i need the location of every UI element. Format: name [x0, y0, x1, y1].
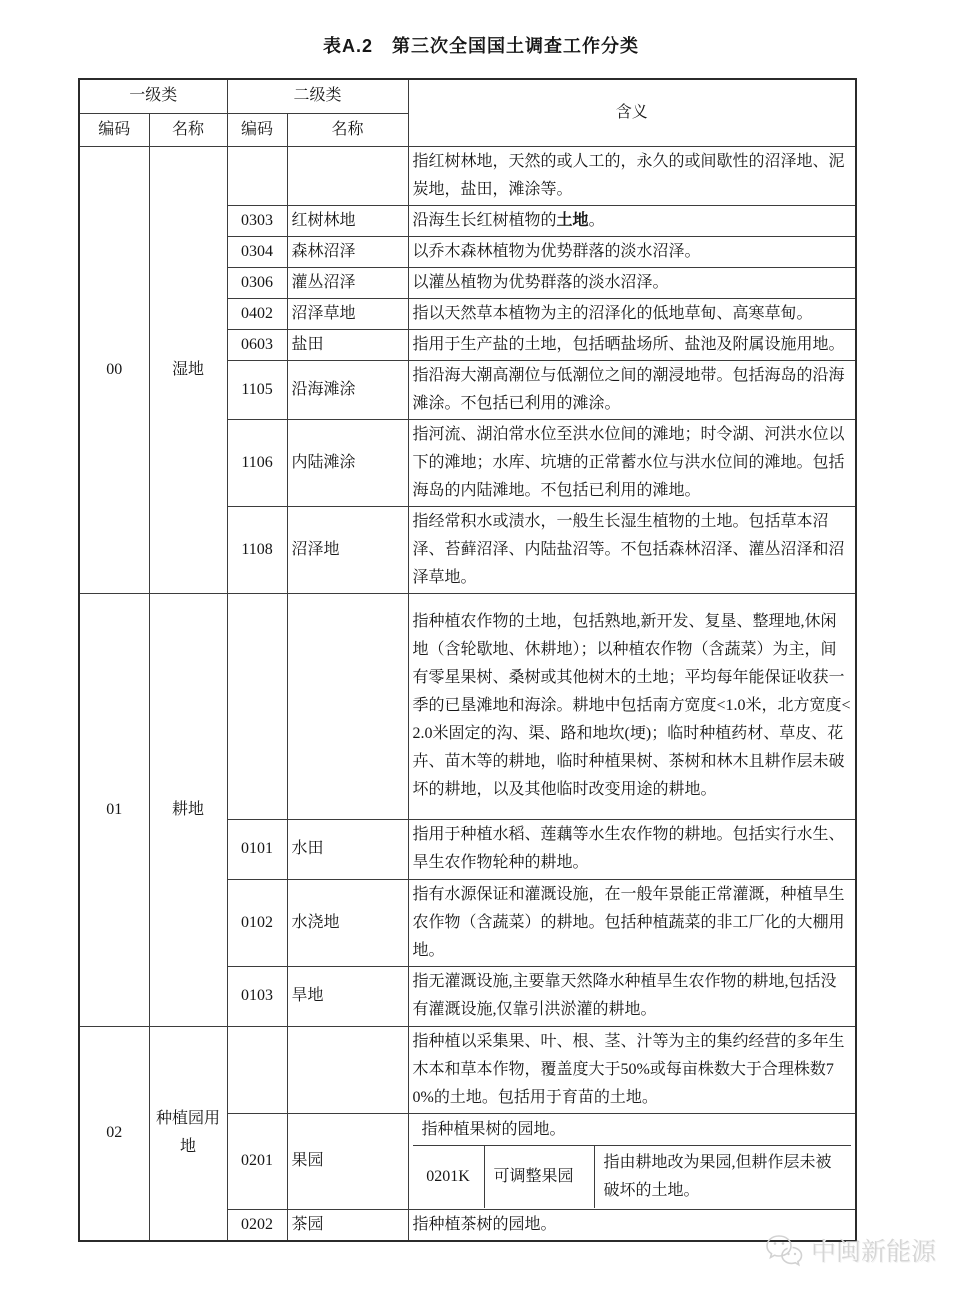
level2-name-cell-empty — [287, 593, 408, 819]
level2-definition: 以灌丛植物为优势群落的淡水沼泽。 — [408, 267, 856, 298]
level2-definition: 指河流、湖泊常水位至洪水位间的滩地；时令湖、河洪水位以下的滩地；水库、坑塘的正常蓄水位与洪水位间的滩地。包括海岛的内陆滩地。不包括已利用的滩地。 — [408, 419, 856, 506]
level2-name: 盐田 — [287, 329, 408, 360]
level2-definition: 指用于种植水稻、莲藕等水生农作物的耕地。包括实行水生、旱生农作物轮种的耕地。 — [408, 819, 856, 879]
level2-code-cell-empty — [227, 1026, 287, 1113]
level1-name-01: 耕地 — [149, 593, 227, 1026]
header-level1-group: 一级类 — [79, 79, 227, 113]
definition-text: 。 — [588, 211, 605, 229]
level2-code: 0103 — [227, 966, 287, 1026]
level2-definition: 指用于生产盐的土地，包括晒盐场所、盐池及附属设施用地。 — [408, 329, 856, 360]
level2-definition: 指经常积水或渍水，一般生长湿生植物的土地。包括草本沼泽、苔藓沼泽、内陆盐沼等。不包括森林沼泽、灌丛沼泽和沼泽草地。 — [408, 506, 856, 593]
level1-name-02: 种植园用地 — [149, 1026, 227, 1241]
level2-name: 沿海滩涂 — [287, 360, 408, 419]
level2-code: 0402 — [227, 298, 287, 329]
level2-name: 茶园 — [287, 1209, 408, 1241]
watermark — [764, 1232, 936, 1268]
level1-definition-01: 指种植农作物的土地，包括熟地,新开发、复垦、整理地,休闲地（含轮歇地、休耕地）；以种植农作物（含蔬菜）为主，间有零星果树、桑树或其他树木的土地；平均每年能保证收获一季的已垦滩地和海涂。耕地中包括南方宽度<1.0米，北方宽度<2.0米固定的沟、渠、路和地坎(埂)；临时种植药材、草皮、花卉、苗木等的耕地，临时种植果树、茶树和林木且耕作层未破坏的耕地，以及其他临时改变用途的耕地。 — [408, 593, 856, 819]
header-level1-code: 编码 — [79, 113, 149, 146]
level2-definition: 指以天然草本植物为主的沼泽化的低地草甸、高寒草甸。 — [408, 298, 856, 329]
level2-definition-nested — [408, 1113, 856, 1209]
level2-code: 0202 — [227, 1209, 287, 1241]
level2-name: 灌丛沼泽 — [287, 267, 408, 298]
level2-name: 红树林地 — [287, 205, 408, 236]
wechat-icon — [764, 1234, 804, 1267]
header-level1-name: 名称 — [149, 113, 227, 146]
level2-name-cell-empty — [287, 146, 408, 205]
nested-definition-main: 指种植果树的园地。 — [413, 1115, 852, 1146]
level2-code: 1106 — [227, 419, 287, 506]
level1-code-00: 00 — [79, 146, 149, 593]
nested-name: 可调整果园 — [485, 1146, 595, 1208]
level1-code-02: 02 — [79, 1026, 149, 1241]
level2-name-cell-empty — [287, 1026, 408, 1113]
level2-name: 沼泽地 — [287, 506, 408, 593]
level2-code-cell-empty — [227, 593, 287, 819]
level2-name: 沼泽草地 — [287, 298, 408, 329]
level2-code: 0304 — [227, 236, 287, 267]
nested-definition: 指由耕地改为果园,但耕作层未被破坏的土地。 — [603, 1153, 832, 1199]
watermark-text: 中闽新能源 — [810, 1238, 936, 1266]
level2-name: 森林沼泽 — [287, 236, 408, 267]
level2-code-cell-empty — [227, 146, 287, 205]
nested-code: 0201K — [413, 1146, 485, 1208]
classification-table — [78, 78, 857, 1242]
level2-name: 旱地 — [287, 966, 408, 1026]
level2-code: 0306 — [227, 267, 287, 298]
level2-code: 0603 — [227, 329, 287, 360]
level2-name: 水浇地 — [287, 879, 408, 966]
level2-name: 果园 — [287, 1113, 408, 1209]
definition-text: 沿海生长红树植物的 — [412, 211, 557, 229]
level2-code: 1105 — [227, 360, 287, 419]
table-caption: 表A.2 第三次全国国土调查工作分类 — [322, 36, 639, 56]
level2-code: 0101 — [227, 819, 287, 879]
level2-code: 0102 — [227, 879, 287, 966]
level2-definition: 指无灌溉设施,主要靠天然降水种植旱生农作物的耕地,包括没有灌溉设施,仅靠引洪淤灌的耕地。 — [408, 966, 856, 1026]
definition-text-bold: 土地 — [556, 211, 589, 229]
header-level2-code: 编码 — [227, 113, 287, 146]
level2-code: 0303 — [227, 205, 287, 236]
header-meaning: 含义 — [408, 79, 856, 146]
level2-code: 0201 — [227, 1113, 287, 1209]
level1-definition-02: 指种植以采集果、叶、根、茎、汁等为主的集约经营的多年生木本和草本作物，覆盖度大于50%或每亩株数大于合理株数70%的土地。包括用于育苗的土地。 — [408, 1026, 856, 1113]
level2-code: 1108 — [227, 506, 287, 593]
level2-name: 水田 — [287, 819, 408, 879]
level2-definition — [408, 205, 856, 236]
header-level2-name: 名称 — [287, 113, 408, 146]
level1-name-00: 湿地 — [149, 146, 227, 593]
level2-definition: 指有水源保证和灌溉设施，在一般年景能正常灌溉，种植旱生农作物（含蔬菜）的耕地。包括种植蔬菜的非工厂化的大棚用地。 — [408, 879, 856, 966]
level1-definition-00: 指红树林地，天然的或人工的，永久的或间歇性的沼泽地、泥炭地，盐田，滩涂等。 — [408, 146, 856, 205]
nested-subrow-0201K — [413, 1146, 852, 1208]
header-level2-group: 二级类 — [227, 79, 408, 113]
level2-definition: 指种植茶树的园地。 — [408, 1209, 856, 1241]
level1-code-01: 01 — [79, 593, 149, 1026]
level2-definition: 以乔木森林植物为优势群落的淡水沼泽。 — [408, 236, 856, 267]
level2-definition: 指沿海大潮高潮位与低潮位之间的潮浸地带。包括海岛的沿海滩涂。不包括已利用的滩涂。 — [408, 360, 856, 419]
level2-name: 内陆滩涂 — [287, 419, 408, 506]
